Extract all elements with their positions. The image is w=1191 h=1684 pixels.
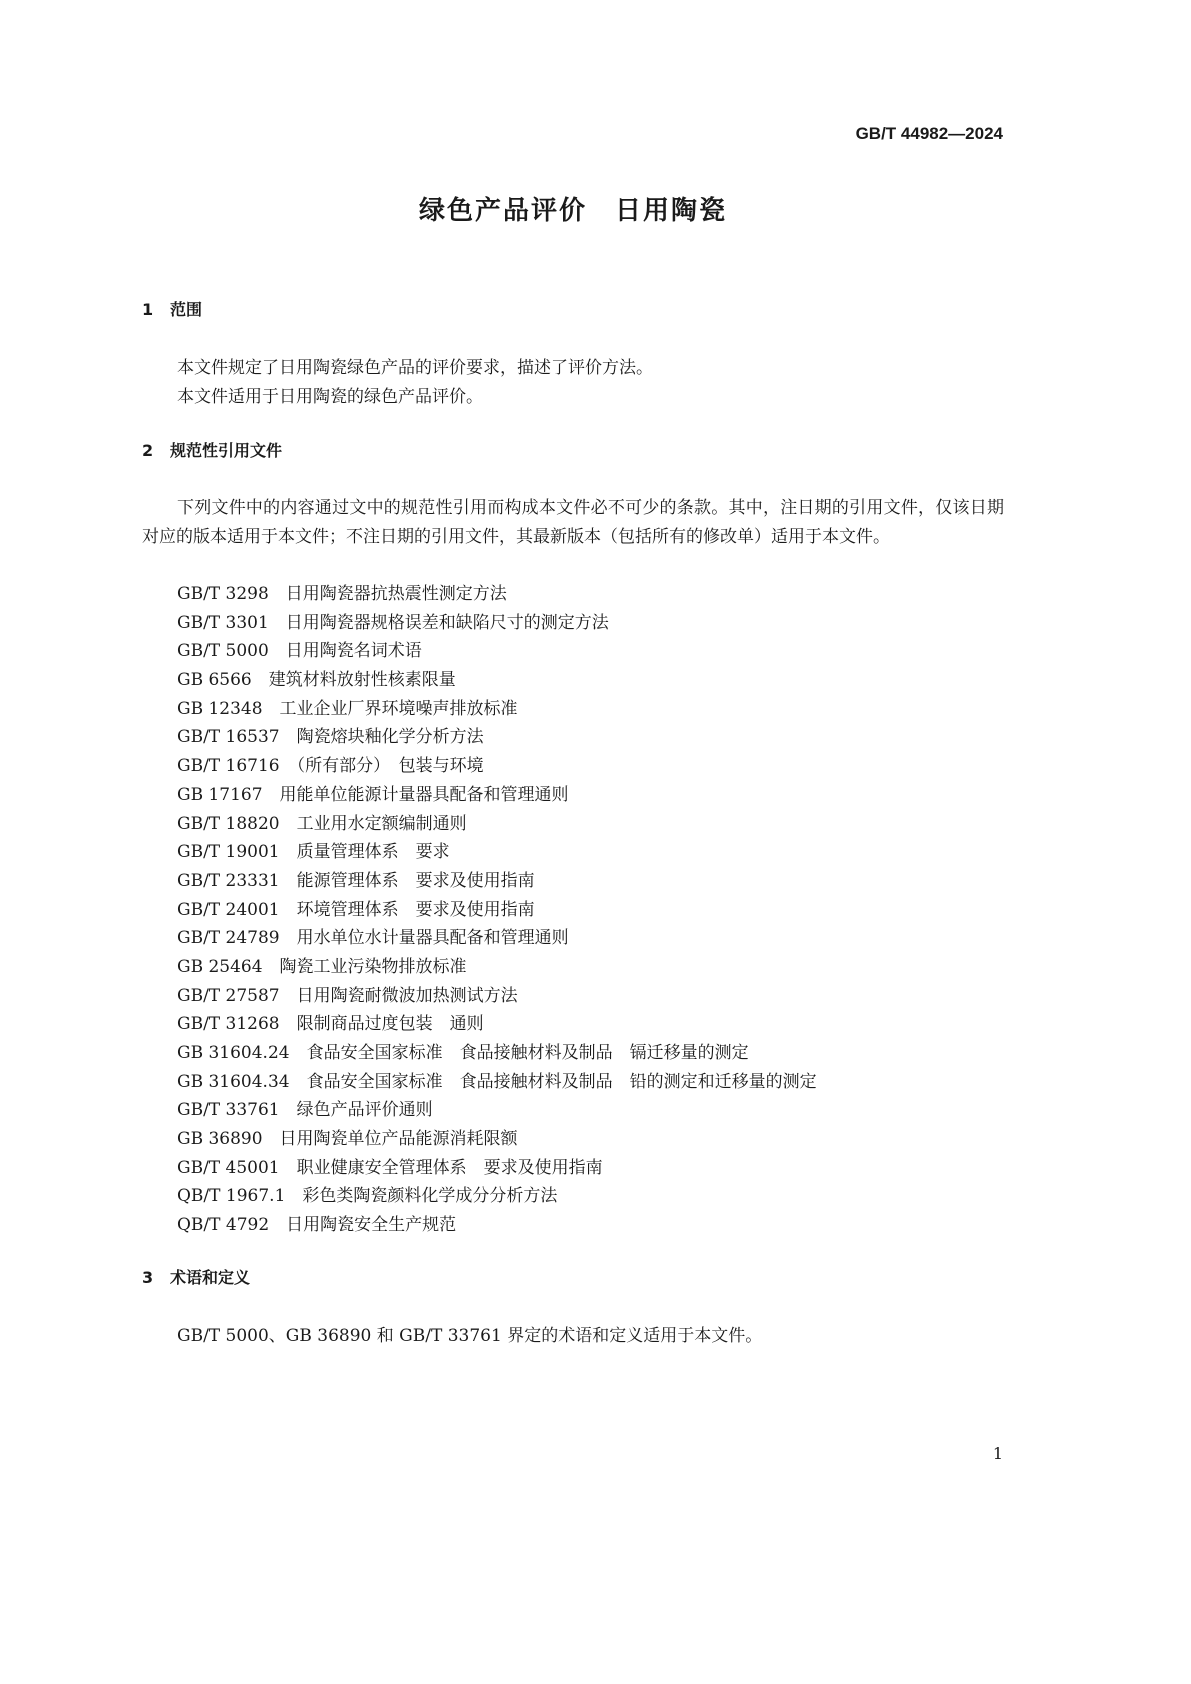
normative-references-list bbox=[177, 580, 817, 1240]
section-title: 范围 bbox=[170, 300, 203, 319]
reference-item: QB/T 1967.1 彩色类陶瓷颜料化学成分分析方法 bbox=[177, 1186, 558, 1207]
reference-item: GB 31604.24 食品安全国家标准 食品接触材料及制品 镉迁移量的测定 bbox=[177, 1043, 749, 1063]
reference-item: QB/T 4792 日用陶瓷安全生产规范 bbox=[177, 1215, 457, 1236]
reference-item: GB 25464 陶瓷工业污染物排放标准 bbox=[177, 956, 467, 977]
reference-item: GB/T 33761 绿色产品评价通则 bbox=[177, 1100, 433, 1121]
section-3-heading bbox=[142, 1266, 250, 1290]
reference-item: GB 6566 建筑材料放射性核素限量 bbox=[177, 670, 456, 691]
reference-item: GB/T 16537 陶瓷熔块釉化学分析方法 bbox=[177, 727, 484, 748]
section-number: 2 bbox=[142, 441, 154, 460]
reference-item: GB/T 31268 限制商品过度包装 通则 bbox=[177, 1014, 484, 1035]
section-2-heading bbox=[142, 439, 282, 463]
section-number: 3 bbox=[142, 1268, 154, 1287]
section-1-heading bbox=[142, 298, 202, 322]
reference-item: GB/T 18820 工业用水定额编制通则 bbox=[177, 813, 467, 834]
reference-item: GB/T 19001 质量管理体系 要求 bbox=[177, 842, 450, 863]
reference-item: GB/T 24789 用水单位水计量器具配备和管理通则 bbox=[177, 928, 569, 949]
reference-item: GB/T 45001 职业健康安全管理体系 要求及使用指南 bbox=[177, 1157, 603, 1178]
page-number: 1 bbox=[992, 1444, 1003, 1463]
section-3-paragraph: GB/T 5000、GB 36890 和 GB/T 33761 界定的术语和定义适用于本文件。 bbox=[177, 1326, 763, 1346]
reference-item: GB/T 3298 日用陶瓷器抗热震性测定方法 bbox=[177, 584, 507, 604]
reference-item: GB 17167 用能单位能源计量器具配备和管理通则 bbox=[177, 784, 569, 805]
section-title: 规范性引用文件 bbox=[170, 441, 283, 460]
section-1-paragraph: 本文件适用于日用陶瓷的绿色产品评价。 bbox=[177, 387, 483, 407]
reference-item: GB/T 27587 日用陶瓷耐微波加热测试方法 bbox=[177, 985, 518, 1006]
standard-number: GB/T 44982—2024 bbox=[855, 124, 1003, 143]
reference-item: GB 36890 日用陶瓷单位产品能源消耗限额 bbox=[177, 1129, 518, 1150]
section-number: 1 bbox=[142, 300, 154, 319]
section-1-paragraph: 本文件规定了日用陶瓷绿色产品的评价要求，描述了评价方法。 bbox=[177, 358, 653, 378]
reference-item: GB/T 24001 环境管理体系 要求及使用指南 bbox=[177, 899, 535, 920]
reference-item: GB/T 3301 日用陶瓷器规格误差和缺陷尺寸的测定方法 bbox=[177, 612, 609, 633]
section-title: 术语和定义 bbox=[170, 1268, 251, 1287]
reference-item: GB/T 5000 日用陶瓷名词术语 bbox=[177, 641, 422, 662]
document-title: 绿色产品评价 日用陶瓷 bbox=[418, 196, 727, 226]
reference-item: GB 31604.34 食品安全国家标准 食品接触材料及制品 铅的测定和迁移量的测定 bbox=[177, 1071, 817, 1092]
reference-item: GB/T 16716 （所有部分） 包装与环境 bbox=[177, 756, 484, 777]
section-2-intro-paragraph: 下列文件中的内容通过文中的规范性引用而构成本文件必不可少的条款。其中，注日期的引用文件，仅该日期对应的版本适用于本文件；不注日期的引用文件，其最新版本（包括所有的修改单）适用于本文件。 bbox=[142, 498, 1004, 547]
reference-item: GB 12348 工业企业厂界环境噪声排放标准 bbox=[177, 698, 518, 719]
reference-item: GB/T 23331 能源管理体系 要求及使用指南 bbox=[177, 870, 535, 891]
